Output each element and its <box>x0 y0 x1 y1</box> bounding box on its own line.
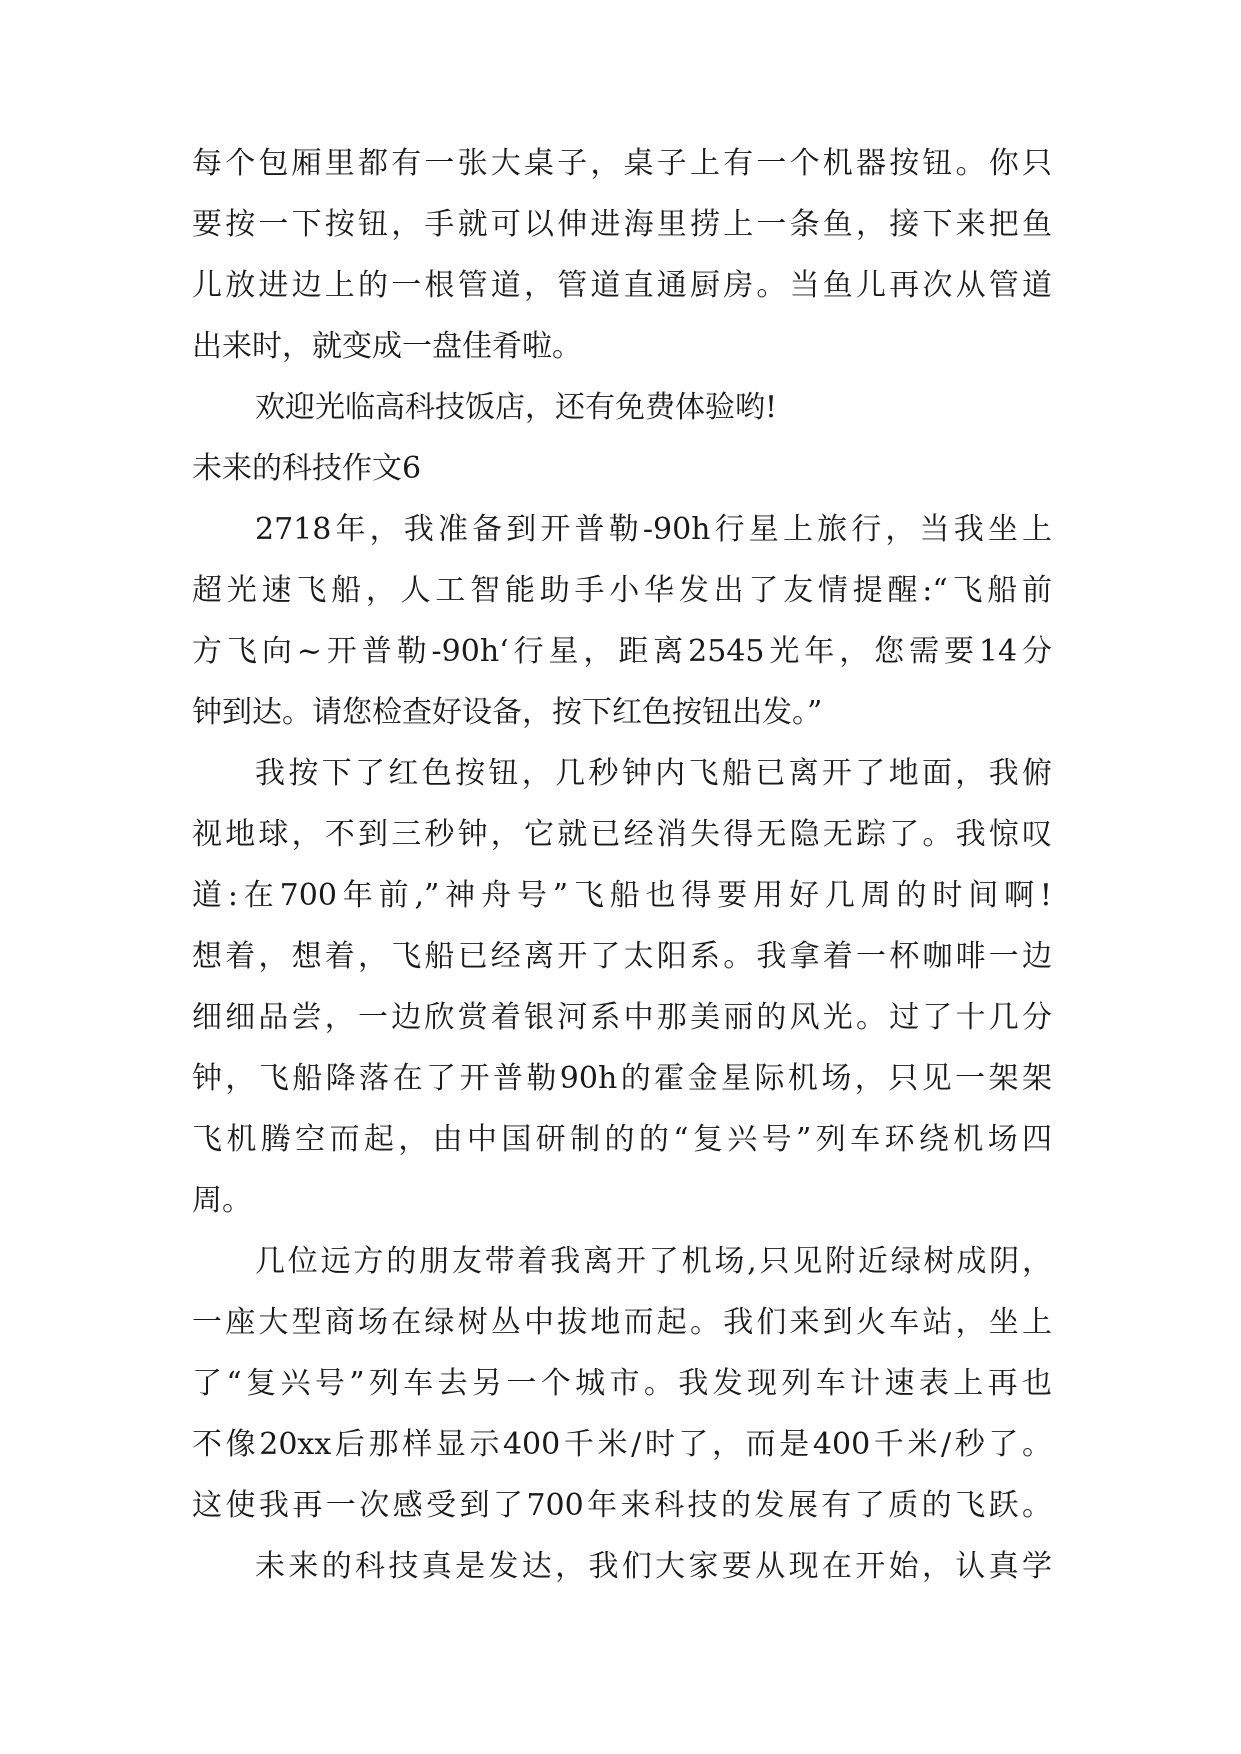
text-line: 2718年，我准备到开普勒-90h行星上旅行，当我坐上 <box>255 512 1052 547</box>
text-line: 飞机腾空而起，由中国研制的的“复兴号”列车环绕机场四 <box>192 1122 1052 1157</box>
text-line: 几位远方的朋友带着我离开了机场,只见附近绿树成阴， <box>255 1244 1052 1279</box>
text-line: 我按下了红色按钮，几秒钟内飞船已离开了地面，我俯 <box>255 756 1052 791</box>
text-line: 出来时，就变成一盘佳肴啦。 <box>192 329 582 364</box>
text-line: 钟，飞船降落在了开普勒90h的霍金星际机场，只见一架架 <box>192 1061 1052 1096</box>
text-line: 要按一下按钮，手就可以伸进海里捞上一条鱼，接下来把鱼 <box>192 207 1052 242</box>
text-line: 细细品尝，一边欣赏着银河系中那美丽的风光。过了十几分 <box>192 1000 1052 1035</box>
text-line: 周。 <box>192 1183 252 1218</box>
text-line: 超光速飞船，人工智能助手小华发出了友情提醒:“飞船前 <box>192 573 1052 608</box>
text-line: 欢迎光临高科技饭店，还有免费体验哟! <box>255 390 778 425</box>
text-line: 不像20xx后那样显示400千米/时了，而是400千米/秒了。 <box>192 1427 1052 1462</box>
text-line: 儿放进边上的一根管道，管道直通厨房。当鱼儿再次从管道 <box>192 268 1052 303</box>
text-line: 想着，想着，飞船已经离开了太阳系。我拿着一杯咖啡一边 <box>192 939 1052 974</box>
text-line: 了“复兴号”列车去另一个城市。我发现列车计速表上再也 <box>192 1366 1052 1401</box>
text-line: 方飞向~开普勒-90h‘行星，距离2545光年，您需要14分 <box>192 634 1052 669</box>
text-line: 每个包厢里都有一张大桌子，桌子上有一个机器按钮。你只 <box>192 146 1052 181</box>
text-line: 道:在700年前,”神舟号”飞船也得要用好几周的时间啊! <box>192 878 1052 913</box>
text-line: 视地球，不到三秒钟，它就已经消失得无隐无踪了。我惊叹 <box>192 817 1052 852</box>
text-line: 这使我再一次感受到了700年来科技的发展有了质的飞跃。 <box>192 1488 1052 1523</box>
text-line: 一座大型商场在绿树丛中拔地而起。我们来到火车站，坐上 <box>192 1305 1052 1340</box>
section-title: 未来的科技作文6 <box>192 451 422 486</box>
text-line: 钟到达。请您检查好设备，按下红色按钮出发。” <box>192 695 823 730</box>
text-line: 未来的科技真是发达，我们大家要从现在开始，认真学 <box>255 1549 1052 1584</box>
